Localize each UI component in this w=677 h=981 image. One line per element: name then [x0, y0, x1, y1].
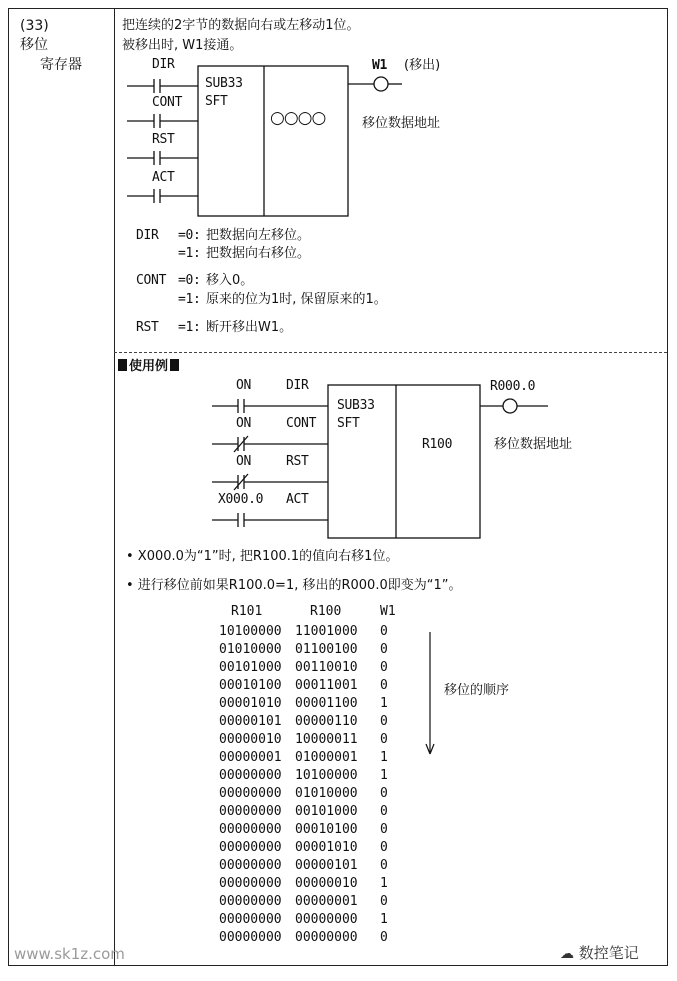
- table-cell-r101: 00000000: [219, 912, 282, 927]
- parameter-r100: R100: [422, 437, 453, 452]
- table-cell-w1: 0: [380, 642, 388, 657]
- table-cell-r101: 00000101: [219, 714, 282, 729]
- table-cell-w1: 0: [380, 930, 388, 945]
- table-cell-r101: 00001010: [219, 696, 282, 711]
- table-cell-r101: 01010000: [219, 642, 282, 657]
- table-cell-r101: 00000000: [219, 822, 282, 837]
- table-cell-r100: 00000101: [295, 858, 358, 873]
- function-name-2: SUB33: [337, 398, 375, 413]
- table-header-r101: R101: [231, 604, 263, 619]
- contact-on-nc-2: [212, 474, 328, 490]
- bullet-2: • 进行移位前如果R100.0=1, 移出的R000.0即变为“1”。: [126, 578, 462, 593]
- explain-text-5: 断开移出W1。: [206, 320, 293, 335]
- contact-label-act: ACT: [152, 170, 175, 185]
- table-cell-r101: 00000000: [219, 768, 282, 783]
- table-cell-w1: 1: [380, 876, 388, 891]
- table-cell-r101: 00000001: [219, 750, 282, 765]
- explain-text-2: 把数据向右移位。: [206, 246, 311, 261]
- contact-label-rst: RST: [152, 132, 175, 147]
- table-cell-w1: 0: [380, 678, 388, 693]
- table-cell-w1: 0: [380, 714, 388, 729]
- table-cell-r100: 10000011: [295, 732, 358, 747]
- table-cell-r100: 00010100: [295, 822, 358, 837]
- section-title-sub: 寄存器: [40, 57, 82, 73]
- table-cell-r101: 00000010: [219, 732, 282, 747]
- contact-label-on-1: ON: [236, 378, 252, 393]
- table-cell-w1: 0: [380, 822, 388, 837]
- watermark-url: www.sk1z.com: [14, 945, 125, 963]
- parameter-label-2: 移位数据地址: [494, 437, 573, 452]
- table-header-w1: W1: [380, 604, 396, 619]
- contact-label-dir: DIR: [152, 57, 175, 72]
- table-cell-r101: 00101000: [219, 660, 282, 675]
- table-cell-w1: 0: [380, 624, 388, 639]
- table-cell-r100: 01100100: [295, 642, 358, 657]
- explain-value-1: =0:: [178, 228, 201, 243]
- function-name-1: SUB33: [205, 76, 243, 91]
- explain-text-4: 原来的位为1时, 保留原来的1。: [206, 292, 387, 307]
- table-cell-r100: 00001100: [295, 696, 358, 711]
- explain-key-dir: DIR: [136, 228, 159, 243]
- pin-label-cont: CONT: [286, 416, 317, 431]
- table-cell-r100: 11001000: [295, 624, 358, 639]
- table-cell-r101: 00000000: [219, 930, 282, 945]
- explain-key-cont: CONT: [136, 273, 167, 288]
- table-cell-r100: 01010000: [295, 786, 358, 801]
- explain-text-1: 把数据向左移位。: [206, 228, 311, 243]
- description-line2: 被移出时, W1接通。: [122, 38, 243, 53]
- explain-key-rst: RST: [136, 320, 159, 335]
- pin-label-rst: RST: [286, 454, 309, 469]
- function-sub-2: SFT: [337, 416, 360, 431]
- bullet-1: • X000.0为“1”时, 把R100.1的值向右移1位。: [126, 549, 399, 564]
- section-number: (33): [20, 18, 49, 34]
- description-line1: 把连续的2字节的数据向右或左移动1位。: [122, 18, 360, 33]
- table-cell-r100: 00101000: [295, 804, 358, 819]
- parameter-label-1: 移位数据地址: [362, 116, 441, 131]
- table-cell-r101: 10100000: [219, 624, 282, 639]
- table-cell-w1: 0: [380, 786, 388, 801]
- example-heading: 使用例: [118, 359, 179, 375]
- explain-value-4: =1:: [178, 292, 201, 307]
- table-cell-r101: 00000000: [219, 840, 282, 855]
- table-cell-r100: 00110010: [295, 660, 358, 675]
- explain-value-5: =1:: [178, 320, 201, 335]
- table-cell-r100: 00001010: [295, 840, 358, 855]
- watermark-brand: ☁ 数控笔记: [560, 944, 639, 962]
- table-cell-r100: 10100000: [295, 768, 358, 783]
- table-cell-w1: 0: [380, 804, 388, 819]
- table-cell-w1: 0: [380, 858, 388, 873]
- section-title: 移位: [20, 37, 48, 53]
- table-cell-r100: 00011001: [295, 678, 358, 693]
- contact-label-x0000: X000.0: [218, 492, 264, 507]
- table-cell-r100: 00000000: [295, 930, 358, 945]
- parameter-placeholder: ○○○○: [270, 108, 326, 128]
- function-sub-1: SFT: [205, 94, 228, 109]
- explain-text-3: 移入0。: [206, 273, 254, 288]
- output-note-1: (移出): [404, 58, 441, 73]
- pin-label-dir: DIR: [286, 378, 309, 393]
- wechat-icon: ☁: [560, 946, 574, 962]
- contact-label-cont: CONT: [152, 95, 183, 110]
- explain-value-2: =1:: [178, 246, 201, 261]
- explain-value-3: =0:: [178, 273, 201, 288]
- order-arrow: [426, 632, 434, 754]
- table-cell-w1: 1: [380, 696, 388, 711]
- table-cell-r101: 00010100: [219, 678, 282, 693]
- table-cell-r100: 00000110: [295, 714, 358, 729]
- contact-label-on-2: ON: [236, 416, 252, 431]
- output-name-2: R000.0: [490, 379, 536, 394]
- pin-label-act: ACT: [286, 492, 309, 507]
- table-cell-w1: 0: [380, 732, 388, 747]
- table-cell-r101: 00000000: [219, 894, 282, 909]
- contact-x0000: [212, 513, 328, 527]
- table-cell-w1: 0: [380, 660, 388, 675]
- table-cell-w1: 1: [380, 768, 388, 783]
- table-header-r100: R100: [310, 604, 342, 619]
- table-cell-r100: 00000001: [295, 894, 358, 909]
- table-cell-w1: 0: [380, 894, 388, 909]
- table-cell-r101: 00000000: [219, 858, 282, 873]
- order-label: 移位的顺序: [444, 683, 510, 698]
- contact-on-1: [212, 399, 328, 413]
- table-cell-r100: 01000001: [295, 750, 358, 765]
- table-cell-r101: 00000000: [219, 804, 282, 819]
- table-cell-r100: 00000000: [295, 912, 358, 927]
- table-cell-w1: 0: [380, 840, 388, 855]
- contact-on-nc-1: [212, 436, 328, 452]
- output-coil-2: [480, 399, 548, 413]
- output-name-1: W1: [372, 58, 388, 73]
- table-cell-r101: 00000000: [219, 786, 282, 801]
- table-cell-r101: 00000000: [219, 876, 282, 891]
- contact-label-on-3: ON: [236, 454, 252, 469]
- table-cell-r100: 00000010: [295, 876, 358, 891]
- table-cell-w1: 1: [380, 912, 388, 927]
- table-cell-w1: 1: [380, 750, 388, 765]
